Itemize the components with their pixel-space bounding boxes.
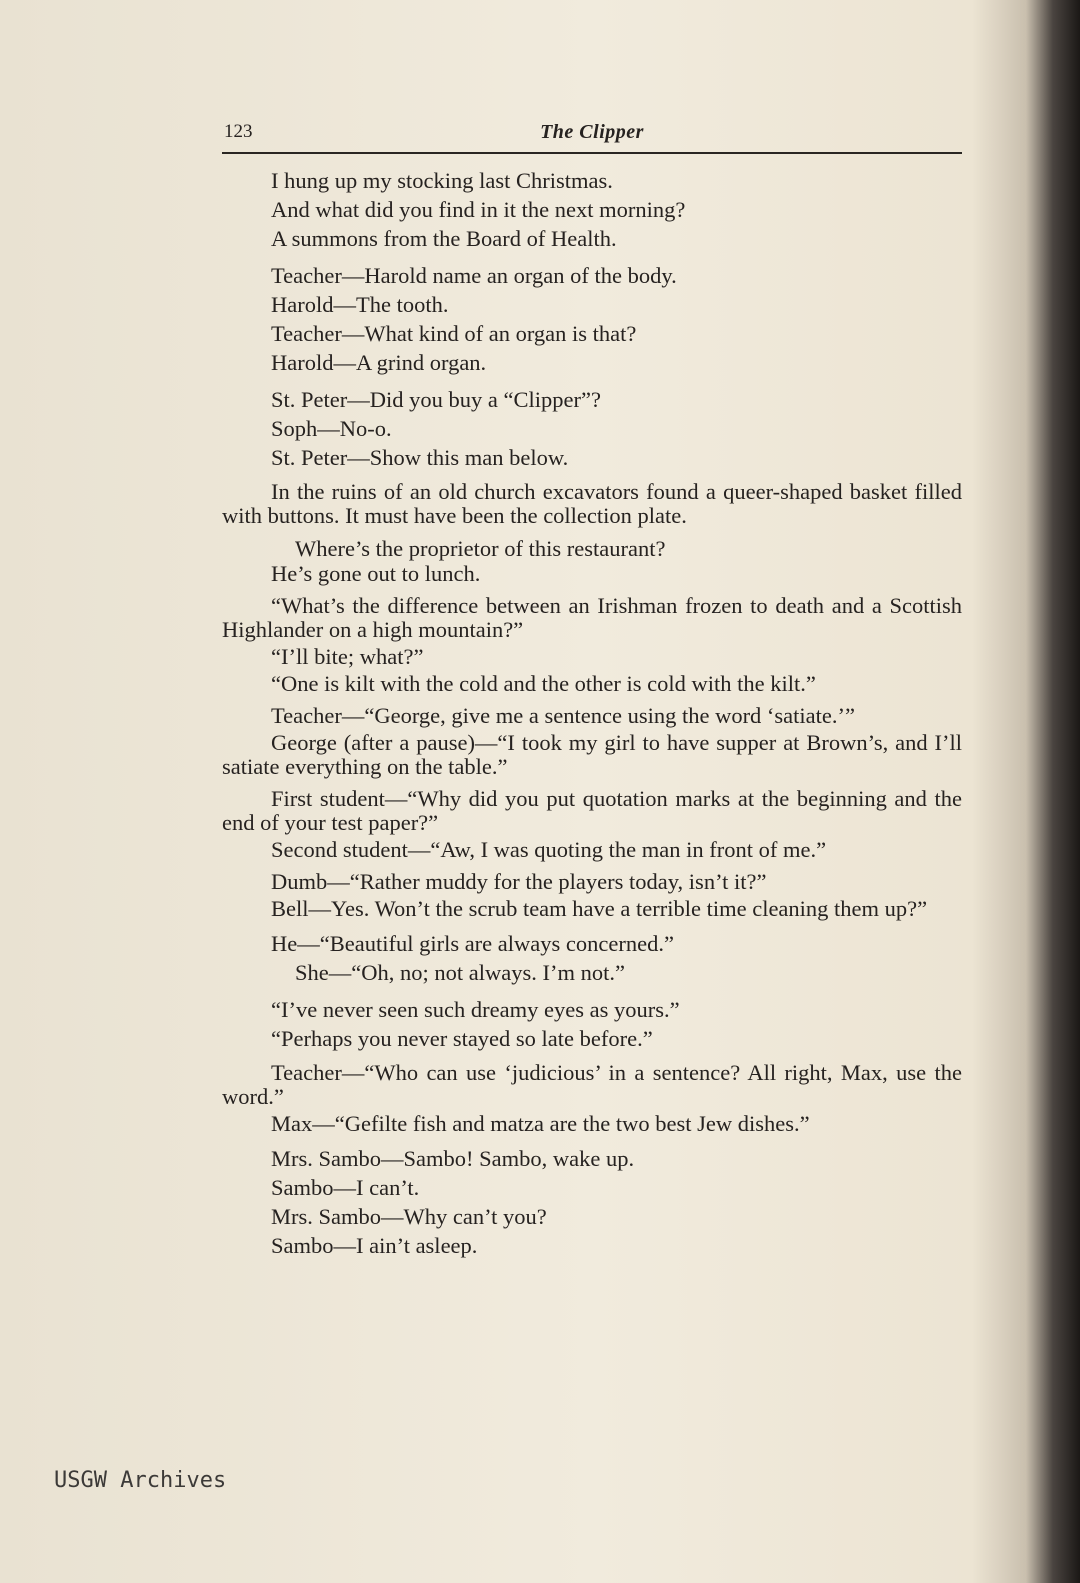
joke-paragraph: “I’ll bite; what?” [271,644,424,669]
jokes-column [222,166,962,1268]
joke-line: And what did you find in it the next morning? [271,197,686,222]
joke-line: St. Peter—Did you buy a “Clipper”? [271,387,601,412]
joke-paragraph: George (after a pause)—“I took my girl to have supper at Brown’s, and I’ll satiate everything on the table.” [222,730,962,779]
joke-dreamy-eyes [222,995,962,1053]
joke-line: Teacher—Harold name an organ of the body. [271,263,677,288]
joke-line: Harold—The tooth. [271,292,449,317]
journal-title: The Clipper [540,121,644,143]
joke-concerned [222,929,962,987]
running-header [222,120,962,154]
joke-paragraph: “What’s the difference between an Irishman frozen to death and a Scottish Highlander on a high mountain?” [222,593,962,642]
joke-kilt [222,594,962,696]
joke-quotation-marks [222,787,962,862]
joke-organ [222,261,962,377]
joke-line: Mrs. Sambo—Sambo! Sambo, wake up. [271,1146,635,1171]
joke-church-ruins [222,480,962,528]
joke-line: Sambo—I can’t. [271,1175,420,1200]
joke-line: “Perhaps you never stayed so late before.” [271,1026,653,1051]
joke-line: Harold—A grind organ. [271,350,487,375]
joke-paragraph: Second student—“Aw, I was quoting the man in front of me.” [271,837,827,862]
joke-line: Sambo—I ain’t asleep. [271,1233,478,1258]
joke-line: He—“Beautiful girls are always concerned.” [271,931,674,956]
joke-paragraph: In the ruins of an old church excavators found a queer-shaped basket filled with buttons. It must have been the collection plate. [222,479,962,528]
joke-satiate [222,704,962,779]
joke-sambo [222,1144,962,1260]
joke-scrub-team [222,870,962,921]
joke-paragraph: Bell—Yes. Won’t the scrub team have a terrible time cleaning them up?” [271,896,928,921]
joke-st-peter [222,385,962,472]
joke-line: A summons from the Board of Health. [271,226,617,251]
joke-line: Teacher—What kind of an organ is that? [271,321,637,346]
joke-paragraph: Teacher—“George, give me a sentence using the word ‘satiate.’” [271,703,856,728]
joke-restaurant [222,536,962,586]
joke-line: Mrs. Sambo—Why can’t you? [271,1204,547,1229]
joke-paragraph: First student—“Why did you put quotation marks at the beginning and the end of your test paper?” [222,786,962,835]
page-number: 123 [224,121,253,142]
joke-line: “I’ve never seen such dreamy eyes as yours.” [271,997,680,1022]
archive-watermark: USGW Archives [54,1468,227,1493]
joke-line: I hung up my stocking last Christmas. [271,168,613,193]
joke-line: Soph—No-o. [271,416,392,441]
joke-paragraph: Dumb—“Rather muddy for the players today, isn’t it?” [271,869,767,894]
joke-line: Where’s the proprietor of this restaurant? [295,536,666,561]
joke-line: She—“Oh, no; not always. I’m not.” [295,960,625,985]
joke-line: He’s gone out to lunch. [271,561,481,586]
joke-paragraph: Teacher—“Who can use ‘judicious’ in a sentence? All right, Max, use the word.” [222,1060,962,1109]
joke-paragraph: Max—“Gefilte fish and matza are the two best Jew dishes.” [271,1111,810,1136]
joke-stocking [222,166,962,253]
joke-line: St. Peter—Show this man below. [271,445,569,470]
joke-judicious [222,1061,962,1136]
joke-paragraph: “One is kilt with the cold and the other is cold with the kilt.” [271,671,816,696]
